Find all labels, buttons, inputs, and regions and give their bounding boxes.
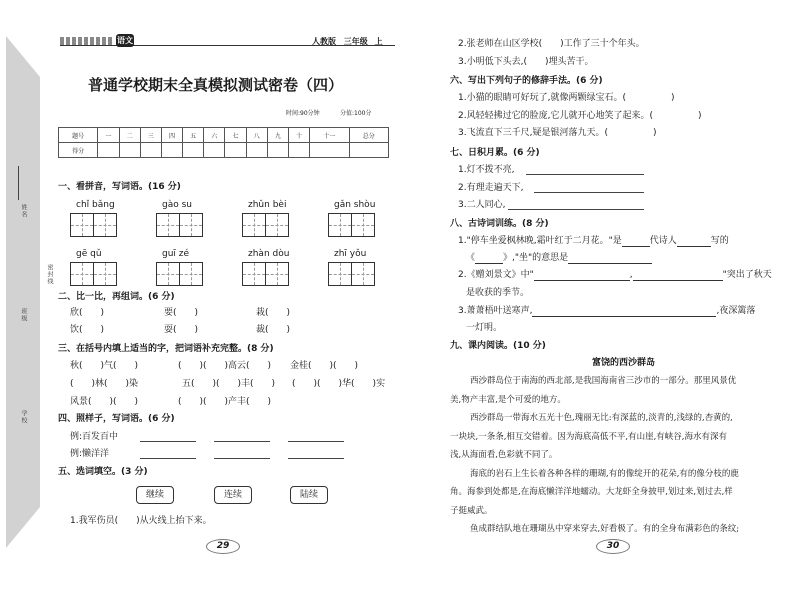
class-label: 班级 <box>20 308 27 322</box>
page-title: 普通学校期末全真模拟测试密卷（四） <box>88 76 344 94</box>
score-table-cell[interactable]: 得分 <box>59 143 98 158</box>
s4-blank[interactable] <box>140 458 196 459</box>
score-table-header-cell: 七 <box>225 128 246 143</box>
s3-item[interactable]: 金桂( )( ) <box>290 361 359 371</box>
score-table-header-cell: 四 <box>161 128 182 143</box>
header-deco <box>60 37 112 45</box>
writing-box[interactable] <box>70 262 94 286</box>
writing-box[interactable] <box>328 262 352 286</box>
section-2-title: 二、比一比，再组词。(6 分) <box>58 292 175 302</box>
page-number-left: 29 <box>206 539 240 554</box>
section-6-title: 六、写出下列句子的修辞手法。(6 分) <box>450 76 603 86</box>
reading-line: 美,物产丰富,是个可爱的地方。 <box>450 394 566 405</box>
section-9-title: 九、课内阅读。(10 分) <box>450 341 546 351</box>
writing-box[interactable] <box>265 262 289 286</box>
s6-item: 3.飞流直下三千尺,疑是银河落九天。( ) <box>458 128 657 138</box>
reading-line: 子挺威武。 <box>450 505 493 516</box>
s4-example: 例:懒洋洋 <box>70 449 110 459</box>
reading-line: 一块块,一条条,相互交错着。因为海底高低不平,有山崖,有峡谷,海水有深有 <box>450 431 728 442</box>
score-table-cell[interactable] <box>119 143 140 158</box>
section-1-title: 一、看拼音，写词语。(16 分) <box>58 182 181 192</box>
s4-blank[interactable] <box>288 458 344 459</box>
s7-blank[interactable] <box>534 192 644 193</box>
s8-blank[interactable] <box>568 254 652 264</box>
score-table-header-cell: 一 <box>98 128 119 143</box>
s8-text: 1."停车坐爱枫林晚,霜叶红于二月花。"是 <box>458 236 622 246</box>
section-8-title: 八、古诗词训练。(8 分) <box>450 219 549 229</box>
pinyin-label: guī zé <box>162 249 190 259</box>
s8-blank[interactable] <box>475 254 503 264</box>
s8-line-1 <box>458 235 729 247</box>
s8-blank[interactable] <box>534 271 630 281</box>
pinyin-label: zhī yǒu <box>334 249 367 259</box>
reading-line: 浅,从海面看,色彩就不同了。 <box>450 450 558 460</box>
score-table-header-cell: 三 <box>140 128 161 143</box>
pinyin-label: gǎn shòu <box>334 200 376 210</box>
writing-box[interactable] <box>242 213 266 237</box>
score-table-cell[interactable] <box>183 143 204 158</box>
school-label: 学校 <box>20 410 27 424</box>
writing-box[interactable] <box>156 262 180 286</box>
name-line <box>18 166 19 200</box>
score-table-cell[interactable] <box>204 143 225 158</box>
s8-line-2 <box>466 252 652 264</box>
writing-box[interactable] <box>351 213 375 237</box>
s8-text: , <box>629 270 633 280</box>
option-box: 连续 <box>214 486 252 504</box>
score-info: 分值:100分 <box>340 110 372 117</box>
s2-item[interactable]: 耍( ) <box>164 325 199 335</box>
pinyin-label: gào su <box>162 200 192 210</box>
pinyin-label: gē qǔ <box>76 249 102 259</box>
right-page <box>400 0 800 589</box>
score-table-cell[interactable] <box>267 143 288 158</box>
score-table-header-cell: 二 <box>119 128 140 143</box>
writing-box[interactable] <box>242 262 266 286</box>
s2-item[interactable]: 饮( ) <box>70 325 105 335</box>
seal-line-label: 密封线 <box>46 264 53 285</box>
writing-box[interactable] <box>93 213 117 237</box>
s8-line-3 <box>458 269 772 281</box>
writing-box[interactable] <box>179 213 203 237</box>
score-table-header-cell: 八 <box>246 128 267 143</box>
score-table-cell[interactable] <box>140 143 161 158</box>
s2-item[interactable]: 裁( ) <box>256 325 291 335</box>
s3-item[interactable]: ( )( )华( )实 <box>292 379 386 389</box>
s4-blank[interactable] <box>214 458 270 459</box>
s3-item[interactable]: 五( )( )丰( ) <box>182 379 276 389</box>
s3-item[interactable]: ( )林( )染 <box>70 379 139 389</box>
s8-text: 写的 <box>710 236 729 246</box>
score-table <box>58 127 389 158</box>
writing-box[interactable] <box>351 262 375 286</box>
s7-item: 1.灯不拨不亮, <box>458 165 515 175</box>
edition-info <box>312 36 383 47</box>
term: 上 <box>374 37 383 46</box>
writing-box[interactable] <box>179 262 203 286</box>
s8-line-4: 是收获的季节。 <box>466 288 530 298</box>
s8-text: 《 <box>466 253 476 263</box>
s5-question-1: 1.我军伤员( )从火线上抬下来。 <box>70 516 212 526</box>
s7-blank[interactable] <box>526 174 644 175</box>
page-number-right: 30 <box>596 539 630 554</box>
s4-blank[interactable] <box>140 441 196 442</box>
s8-text: 代诗人 <box>649 236 677 246</box>
score-table-header-cell: 题号 <box>59 128 98 143</box>
s7-blank[interactable] <box>508 209 644 210</box>
s5-question-3: 3.小明低下头去,( )埋头苦干。 <box>458 57 594 67</box>
s4-blank[interactable] <box>214 441 270 442</box>
reading-line: 西沙群岛一带海水五光十色,瑰丽无比:有深蓝的,淡青的,浅绿的,杏黄的, <box>470 413 733 423</box>
section-4-title: 四、照样子，写词语。(6 分) <box>58 414 175 424</box>
time-info: 时间:90分钟 <box>286 110 320 117</box>
s8-line-5 <box>458 305 755 317</box>
s2-item[interactable]: 要( ) <box>164 308 199 318</box>
section-3-title: 三、在括号内填上适当的字，把词语补充完整。(8 分) <box>58 344 274 354</box>
section-5-title: 五、选词填空。(3 分) <box>58 467 148 477</box>
s3-item[interactable]: ( )( )高云( ) <box>178 361 272 371</box>
option-box: 陆续 <box>290 486 328 504</box>
s2-item[interactable]: 欣( ) <box>70 308 105 318</box>
s8-text: 》,"坐"的意思是 <box>503 253 569 263</box>
option-box: 继续 <box>136 486 174 504</box>
pinyin-label: zhǔn bèi <box>248 200 287 210</box>
score-table-score-row <box>59 143 389 158</box>
side-tab <box>6 36 40 548</box>
score-table-header-cell: 总分 <box>349 128 388 143</box>
s3-item[interactable]: 秋( )气( ) <box>70 361 139 371</box>
s8-blank[interactable] <box>677 237 711 247</box>
s4-blank[interactable] <box>288 441 344 442</box>
score-table-header-cell: 十一 <box>310 128 349 143</box>
section-7-title: 七、日积月累。(6 分) <box>450 148 540 158</box>
s6-item: 1.小猫的眼睛可好玩了,就像两颗绿宝石。( ) <box>458 93 675 103</box>
s8-blank[interactable] <box>532 307 716 317</box>
s8-text: 3.萧萧梧叶送寒声, <box>458 306 533 316</box>
writing-box[interactable] <box>93 262 117 286</box>
score-table-header-row <box>59 128 389 143</box>
pinyin-label: chǐ bǎng <box>76 200 115 210</box>
writing-box[interactable] <box>265 213 289 237</box>
s3-item[interactable]: 风景( )( ) <box>70 397 139 407</box>
s8-line-6: 一灯明。 <box>466 323 503 333</box>
edition: 人教版 <box>312 37 336 46</box>
subject-badge: 语文 <box>117 36 133 45</box>
writing-box[interactable] <box>156 213 180 237</box>
s3-item[interactable]: ( )( )产丰( ) <box>178 397 272 407</box>
s6-item: 2.风轻轻拂过它的脸庞,它儿就开心地笑了起来。( ) <box>458 111 702 121</box>
s7-item: 2.有理走遍天下, <box>458 183 524 193</box>
s4-example: 例:百发百中 <box>70 432 119 442</box>
score-table-cell[interactable] <box>349 143 388 158</box>
writing-box[interactable] <box>70 213 94 237</box>
score-table-cell[interactable] <box>289 143 310 158</box>
s8-text: "突出了秋天 <box>722 270 772 280</box>
reading-line: 鱼成群结队地在珊瑚丛中穿来穿去,好看极了。有的全身布满彩色的条纹; <box>470 524 740 534</box>
s8-blank[interactable] <box>633 271 723 281</box>
s8-text: 2.《赠刘景文》中" <box>458 270 534 280</box>
score-table-cell[interactable] <box>246 143 267 158</box>
score-table-cell[interactable] <box>161 143 182 158</box>
s5-question-2: 2.张老师在山区学校( )工作了三十个年头。 <box>458 39 645 49</box>
score-table-cell[interactable] <box>225 143 246 158</box>
score-table-header-cell: 十 <box>289 128 310 143</box>
s2-item[interactable]: 栽( ) <box>256 308 291 318</box>
score-table-header-cell: 九 <box>267 128 288 143</box>
s8-text: ,夜深篱落 <box>716 306 756 316</box>
reading-line: 西沙群岛位于南海的西北部,是我国海南省三沙市的一部分。那里风景优 <box>470 376 737 386</box>
reading-title: 富饶的西沙群岛 <box>592 358 656 368</box>
score-table-header-cell: 六 <box>204 128 225 143</box>
score-table-cell[interactable] <box>98 143 119 158</box>
name-label: 姓名 <box>20 204 27 218</box>
s8-blank[interactable] <box>622 237 650 247</box>
pinyin-label: zhàn dòu <box>248 249 290 259</box>
score-table-header-cell: 五 <box>183 128 204 143</box>
writing-box[interactable] <box>328 213 352 237</box>
grade: 三年级 <box>343 37 368 46</box>
reading-line: 海底的岩石上生长着各种各样的珊瑚,有的像绽开的花朵,有的像分枝的鹿 <box>470 468 739 479</box>
score-table-cell[interactable] <box>310 143 349 158</box>
s7-item: 3.二人同心, <box>458 200 506 210</box>
reading-line: 角。海参到处都是,在海底懒洋洋地蠕动。大龙虾全身披甲,划过来,划过去,样 <box>450 487 733 497</box>
